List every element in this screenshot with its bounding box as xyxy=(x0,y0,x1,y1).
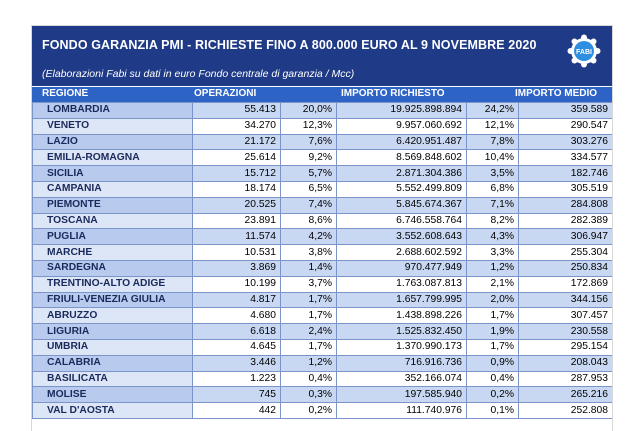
operations-percent-cell: 6,5% xyxy=(281,181,337,197)
region-cell: BASILICATA xyxy=(33,371,193,387)
table-row xyxy=(33,260,613,276)
operations-cell: 1.223 xyxy=(193,371,281,387)
requested-percent-cell: 12,1% xyxy=(467,118,519,134)
region-cell: EMILIA-ROMAGNA xyxy=(33,150,193,166)
requested-percent-cell: 0,4% xyxy=(467,371,519,387)
average-amount-cell: 305.519 xyxy=(519,181,613,197)
requested-amount-cell: 352.166.074 xyxy=(337,371,467,387)
average-amount-cell: 284.808 xyxy=(519,197,613,213)
average-amount-cell: 250.834 xyxy=(519,260,613,276)
operations-percent-cell: 7,4% xyxy=(281,197,337,213)
region-cell: ABRUZZO xyxy=(33,308,193,324)
region-cell: CALABRIA xyxy=(33,355,193,371)
requested-percent-cell: 24,2% xyxy=(467,103,519,119)
table-row xyxy=(33,339,613,355)
table-row xyxy=(33,387,613,403)
region-cell: UMBRIA xyxy=(33,339,193,355)
table-row xyxy=(33,324,613,340)
requested-amount-cell: 19.925.898.894 xyxy=(337,103,467,119)
table-row xyxy=(33,371,613,387)
region-cell: PIEMONTE xyxy=(33,197,193,213)
average-amount-cell: 295.154 xyxy=(519,339,613,355)
requested-percent-cell: 7,1% xyxy=(467,197,519,213)
table-row xyxy=(33,213,613,229)
operations-cell: 10.199 xyxy=(193,276,281,292)
requested-amount-cell: 1.657.799.995 xyxy=(337,292,467,308)
requested-amount-cell: 5.552.499.809 xyxy=(337,181,467,197)
requested-percent-cell: 1,9% xyxy=(467,324,519,340)
operations-percent-cell: 1,2% xyxy=(281,355,337,371)
column-header-region: REGIONE xyxy=(42,88,89,99)
table-row xyxy=(33,103,613,119)
operations-percent-cell: 20,0% xyxy=(281,103,337,119)
table-row xyxy=(33,276,613,292)
average-amount-cell: 252.808 xyxy=(519,403,613,419)
operations-cell: 55.413 xyxy=(193,103,281,119)
operations-percent-cell: 0,4% xyxy=(281,371,337,387)
operations-cell: 3.446 xyxy=(193,355,281,371)
requested-percent-cell: 0,1% xyxy=(467,403,519,419)
average-amount-cell: 334.577 xyxy=(519,150,613,166)
operations-cell: 11.574 xyxy=(193,229,281,245)
average-amount-cell: 255.304 xyxy=(519,245,613,261)
requested-percent-cell: 2,1% xyxy=(467,276,519,292)
requested-amount-cell: 6.746.558.764 xyxy=(337,213,467,229)
operations-percent-cell: 2,4% xyxy=(281,324,337,340)
operations-cell: 34.270 xyxy=(193,118,281,134)
requested-percent-cell: 2,0% xyxy=(467,292,519,308)
requested-percent-cell: 6,8% xyxy=(467,181,519,197)
requested-percent-cell: 1,7% xyxy=(467,339,519,355)
operations-cell: 18.174 xyxy=(193,181,281,197)
operations-percent-cell: 4,2% xyxy=(281,229,337,245)
requested-amount-cell: 1.763.087.813 xyxy=(337,276,467,292)
requested-percent-cell: 3,5% xyxy=(467,166,519,182)
region-cell: LAZIO xyxy=(33,134,193,150)
region-cell: TRENTINO-ALTO ADIGE xyxy=(33,276,193,292)
requested-percent-cell: 8,2% xyxy=(467,213,519,229)
table-row xyxy=(33,245,613,261)
table-row xyxy=(33,197,613,213)
average-amount-cell: 287.953 xyxy=(519,371,613,387)
table-header-banner xyxy=(32,26,612,86)
requested-amount-cell: 1.370.990.173 xyxy=(337,339,467,355)
requested-amount-cell: 5.845.674.367 xyxy=(337,197,467,213)
average-amount-cell: 290.547 xyxy=(519,118,613,134)
region-cell: LIGURIA xyxy=(33,324,193,340)
operations-percent-cell: 0,2% xyxy=(281,403,337,419)
fabi-logo-icon xyxy=(567,34,601,68)
operations-percent-cell: 1,4% xyxy=(281,260,337,276)
operations-percent-cell: 1,7% xyxy=(281,339,337,355)
requested-amount-cell: 2.871.304.386 xyxy=(337,166,467,182)
requested-amount-cell: 197.585.940 xyxy=(337,387,467,403)
table-row xyxy=(33,134,613,150)
region-cell: VAL D'AOSTA xyxy=(33,403,193,419)
column-header-average: IMPORTO MEDIO xyxy=(515,88,598,99)
column-headers xyxy=(32,86,612,102)
operations-percent-cell: 1,7% xyxy=(281,308,337,324)
requested-amount-cell: 111.740.976 xyxy=(337,403,467,419)
table-row xyxy=(33,229,613,245)
table-row xyxy=(33,181,613,197)
region-cell: PUGLIA xyxy=(33,229,193,245)
operations-cell: 4.817 xyxy=(193,292,281,308)
requested-amount-cell: 716.916.736 xyxy=(337,355,467,371)
average-amount-cell: 306.947 xyxy=(519,229,613,245)
requested-amount-cell: 1.525.832.450 xyxy=(337,324,467,340)
requested-percent-cell: 4,3% xyxy=(467,229,519,245)
table-row xyxy=(33,292,613,308)
requested-percent-cell: 1,2% xyxy=(467,260,519,276)
table-row xyxy=(33,150,613,166)
region-cell: SARDEGNA xyxy=(33,260,193,276)
requested-amount-cell: 6.420.951.487 xyxy=(337,134,467,150)
requested-amount-cell: 3.552.608.643 xyxy=(337,229,467,245)
requested-amount-cell: 2.688.602.592 xyxy=(337,245,467,261)
average-amount-cell: 230.558 xyxy=(519,324,613,340)
table-row xyxy=(33,355,613,371)
operations-percent-cell: 3,7% xyxy=(281,276,337,292)
page-title: FONDO GARANZIA PMI - RICHIESTE FINO A 800.000 EURO AL 9 NOVEMBRE 2020 xyxy=(42,38,537,52)
operations-percent-cell: 1,7% xyxy=(281,292,337,308)
operations-cell: 10.531 xyxy=(193,245,281,261)
requested-amount-cell: 970.477.949 xyxy=(337,260,467,276)
operations-cell: 25.614 xyxy=(193,150,281,166)
region-cell: LOMBARDIA xyxy=(33,103,193,119)
regions-table xyxy=(32,102,612,419)
average-amount-cell: 359.589 xyxy=(519,103,613,119)
requested-amount-cell: 9.957.060.692 xyxy=(337,118,467,134)
operations-cell: 442 xyxy=(193,403,281,419)
operations-percent-cell: 12,3% xyxy=(281,118,337,134)
requested-percent-cell: 1,7% xyxy=(467,308,519,324)
requested-percent-cell: 10,4% xyxy=(467,150,519,166)
data-card xyxy=(32,26,612,431)
column-header-requested: IMPORTO RICHIESTO xyxy=(341,88,445,99)
operations-percent-cell: 0,3% xyxy=(281,387,337,403)
average-amount-cell: 307.457 xyxy=(519,308,613,324)
operations-cell: 23.891 xyxy=(193,213,281,229)
requested-percent-cell: 0,9% xyxy=(467,355,519,371)
operations-cell: 6.618 xyxy=(193,324,281,340)
average-amount-cell: 208.043 xyxy=(519,355,613,371)
region-cell: VENETO xyxy=(33,118,193,134)
region-cell: TOSCANA xyxy=(33,213,193,229)
logo-text: FABI xyxy=(576,49,592,56)
requested-percent-cell: 7,8% xyxy=(467,134,519,150)
average-amount-cell: 172.869 xyxy=(519,276,613,292)
operations-percent-cell: 3,8% xyxy=(281,245,337,261)
requested-percent-cell: 3,3% xyxy=(467,245,519,261)
table-row xyxy=(33,308,613,324)
page-subtitle: (Elaborazioni Fabi su dati in euro Fondo centrale di garanzia / Mcc) xyxy=(42,68,355,80)
average-amount-cell: 182.746 xyxy=(519,166,613,182)
region-cell: SICILIA xyxy=(33,166,193,182)
region-cell: MOLISE xyxy=(33,387,193,403)
requested-amount-cell: 1.438.898.226 xyxy=(337,308,467,324)
table-row xyxy=(33,166,613,182)
average-amount-cell: 303.276 xyxy=(519,134,613,150)
operations-cell: 3.869 xyxy=(193,260,281,276)
region-cell: CAMPANIA xyxy=(33,181,193,197)
region-cell: FRIULI-VENEZIA GIULIA xyxy=(33,292,193,308)
requested-percent-cell: 0,2% xyxy=(467,387,519,403)
operations-cell: 4.645 xyxy=(193,339,281,355)
region-cell: MARCHE xyxy=(33,245,193,261)
requested-amount-cell: 8.569.848.602 xyxy=(337,150,467,166)
operations-percent-cell: 5,7% xyxy=(281,166,337,182)
operations-percent-cell: 8,6% xyxy=(281,213,337,229)
column-header-operations: OPERAZIONI xyxy=(194,88,257,99)
average-amount-cell: 265.216 xyxy=(519,387,613,403)
average-amount-cell: 344.156 xyxy=(519,292,613,308)
operations-cell: 21.172 xyxy=(193,134,281,150)
operations-cell: 4.680 xyxy=(193,308,281,324)
operations-percent-cell: 7,6% xyxy=(281,134,337,150)
operations-cell: 20.525 xyxy=(193,197,281,213)
average-amount-cell: 282.389 xyxy=(519,213,613,229)
operations-percent-cell: 9,2% xyxy=(281,150,337,166)
table-row xyxy=(33,118,613,134)
table-row xyxy=(33,403,613,419)
operations-cell: 15.712 xyxy=(193,166,281,182)
operations-cell: 745 xyxy=(193,387,281,403)
